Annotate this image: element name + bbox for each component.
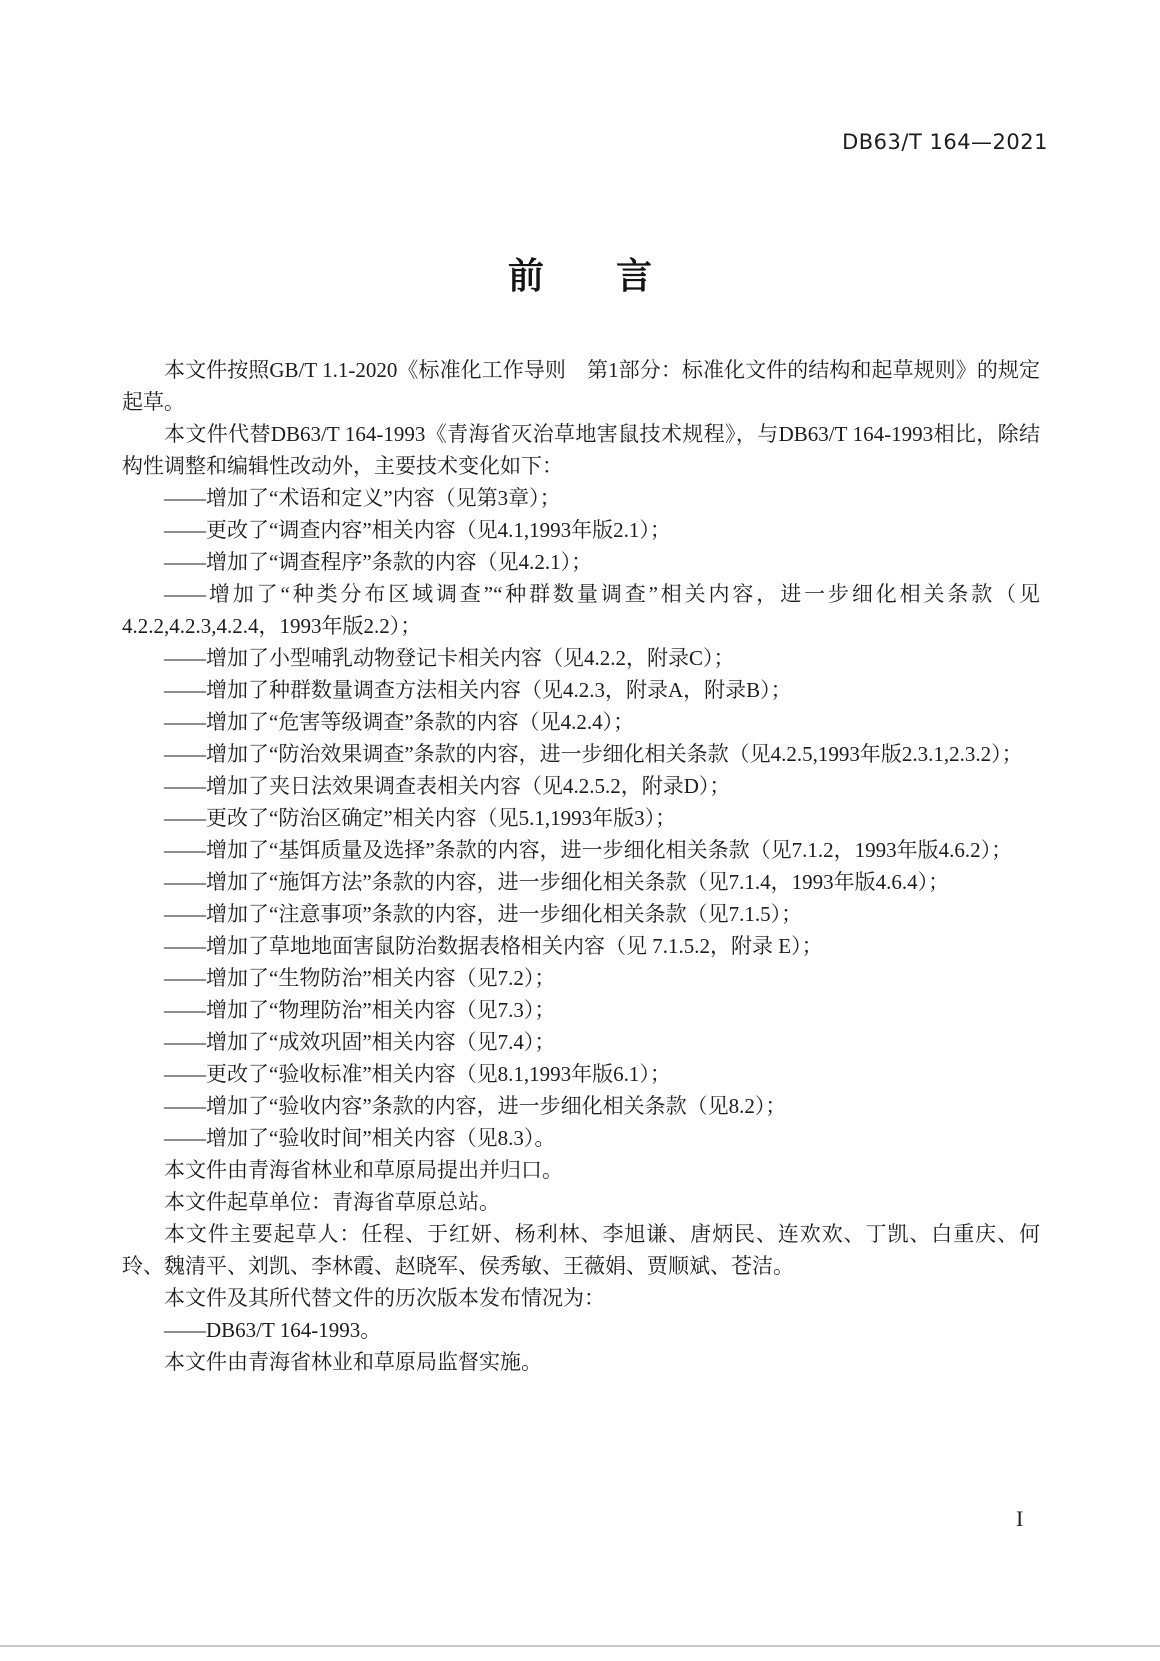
foreword-paragraph: ——更改了“调查内容”相关内容（见4.1,1993年版2.1）； <box>164 518 671 542</box>
foreword-body <box>122 354 1040 1378</box>
foreword-paragraph: ——更改了“验收标准”相关内容（见8.1,1993年版6.1）； <box>164 1062 671 1086</box>
foreword-paragraph: ——增加了夹日法效果调查表相关内容（见4.2.5.2，附录D）； <box>164 774 731 798</box>
foreword-paragraph: ——增加了种群数量调查方法相关内容（见4.2.3，附录A，附录B）； <box>164 678 792 702</box>
standard-code-header: DB63/T 164—2021 <box>842 130 1048 154</box>
foreword-paragraph: ——增加了“物理防治”相关内容（见7.3）； <box>164 998 556 1022</box>
foreword-paragraph: ——增加了小型哺乳动物登记卡相关内容（见4.2.2，附录C）； <box>164 646 735 670</box>
foreword-paragraph: 本文件及其所代替文件的历次版本发布情况为： <box>164 1286 605 1310</box>
foreword-paragraph: ——增加了草地地面害鼠防治数据表格相关内容（见 7.1.5.2，附录 E）； <box>164 934 823 958</box>
page-number: I <box>1016 1506 1024 1531</box>
foreword-paragraph: ——增加了“注意事项”条款的内容，进一步细化相关条款（见7.1.5）； <box>164 902 803 926</box>
foreword-paragraph: ——增加了“种类分布区域调查”“种群数量调查”相关内容，进一步细化相关条款（见4.2.2,4.2.3,4.2.4，1993年版2.2）； <box>122 582 1040 638</box>
foreword-paragraph: ——增加了“生物防治”相关内容（见7.2）； <box>164 966 556 990</box>
foreword-paragraph: ——DB63/T 164-1993。 <box>164 1318 382 1342</box>
foreword-paragraph: ——增加了“危害等级调查”条款的内容（见4.2.4）； <box>164 710 635 734</box>
foreword-paragraph: ——增加了“术语和定义”内容（见第3章）； <box>164 486 561 510</box>
foreword-paragraph: 本文件起草单位：青海省草原总站。 <box>164 1190 500 1214</box>
foreword-paragraph: ——增加了“验收内容”条款的内容，进一步细化相关条款（见8.2）； <box>164 1094 787 1118</box>
foreword-paragraph: ——增加了“验收时间”相关内容（见8.3）。 <box>164 1126 556 1150</box>
foreword-paragraph: 本文件代替DB63/T 164-1993《青海省灭治草地害鼠技术规程》，与DB63/T 164-1993相比，除结构性调整和编辑性改动外，主要技术变化如下： <box>122 422 1040 478</box>
foreword-paragraph: 本文件按照GB/T 1.1-2020《标准化工作导则 第1部分：标准化文件的结构和起草规则》的规定起草。 <box>122 358 1040 414</box>
foreword-paragraph: ——增加了“调查程序”条款的内容（见4.2.1）； <box>164 550 593 574</box>
foreword-paragraph: ——增加了“基饵质量及选择”条款的内容，进一步细化相关条款（见7.1.2，1993年版4.6.2）； <box>164 838 1013 862</box>
foreword-paragraph: ——更改了“防治区确定”相关内容（见5.1,1993年版3）； <box>164 806 677 830</box>
foreword-paragraph: 本文件由青海省林业和草原局监督实施。 <box>164 1350 542 1374</box>
foreword-paragraph: 本文件主要起草人：任程、于红妍、杨利林、李旭谦、唐炳民、连欢欢、丁凯、白重庆、何玲、魏清平、刘凯、李林霞、赵晓军、侯秀敏、王薇娟、贾顺斌、苍洁。 <box>122 1222 1040 1278</box>
foreword-paragraph: 本文件由青海省林业和草原局提出并归口。 <box>164 1158 563 1182</box>
foreword-paragraph: ——增加了“施饵方法”条款的内容，进一步细化相关条款（见7.1.4，1993年版4.6.4）； <box>164 870 950 894</box>
page-bottom-edge-line <box>0 1645 1160 1647</box>
foreword-paragraph: ——增加了“成效巩固”相关内容（见7.4）； <box>164 1030 556 1054</box>
foreword-paragraph: ——增加了“防治效果调查”条款的内容，进一步细化相关条款（见4.2.5,1993年版2.3.1,2.3.2）； <box>164 742 1023 766</box>
page-title: 前 言 <box>507 255 652 296</box>
